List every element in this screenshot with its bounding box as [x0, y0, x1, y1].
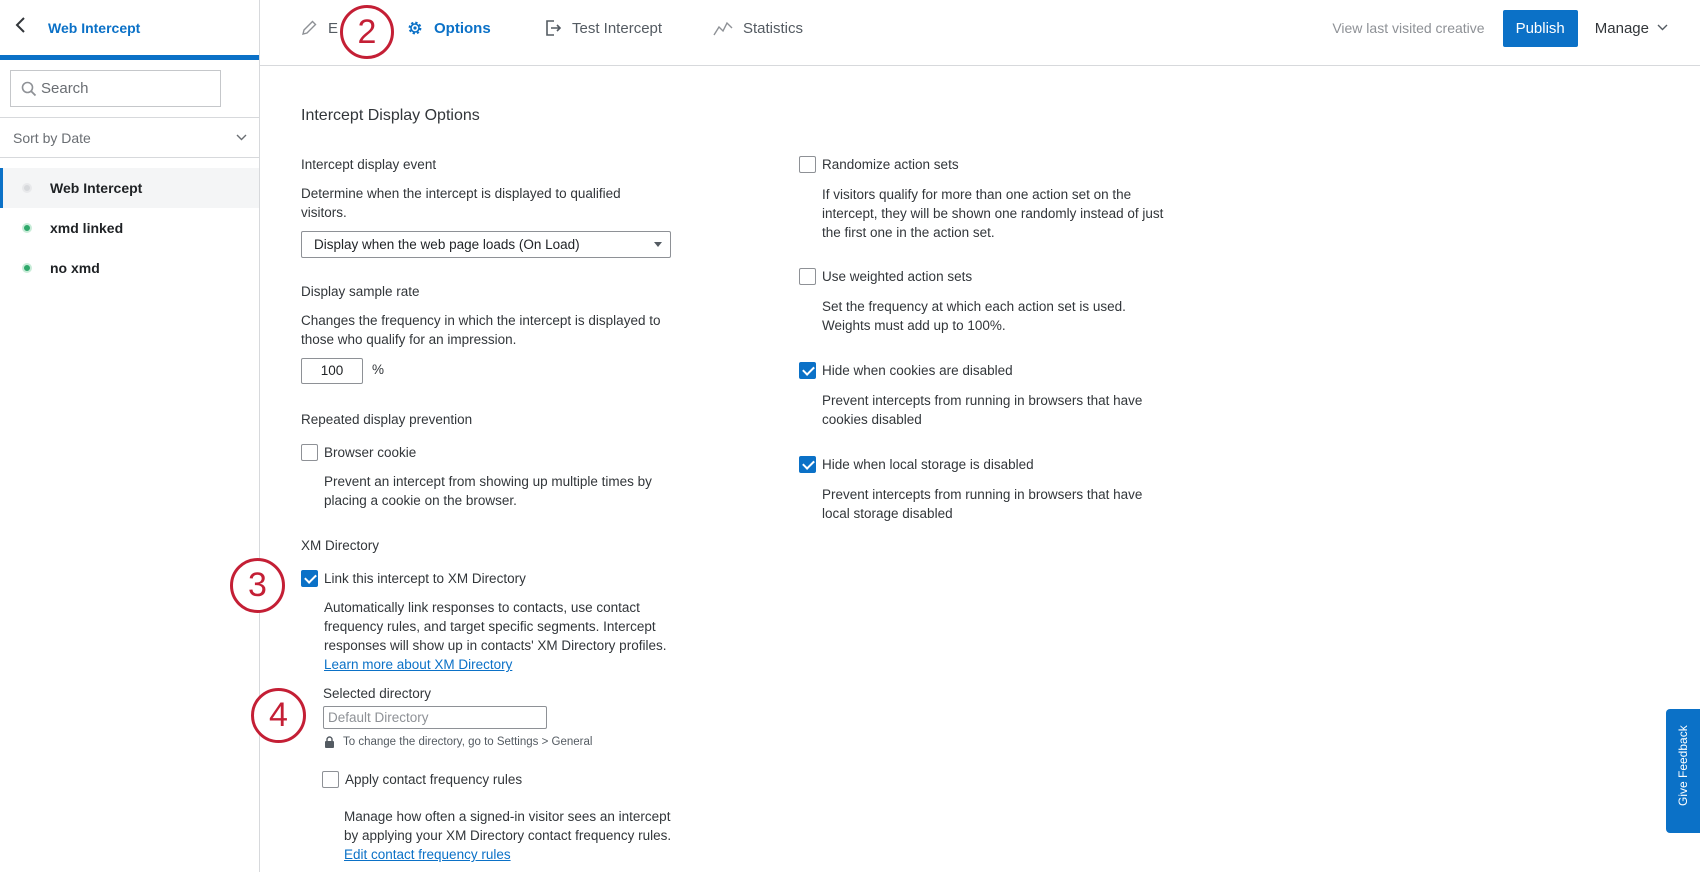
chevron-down-icon	[236, 132, 247, 144]
tab-options[interactable]	[406, 19, 491, 37]
list-item[interactable]	[0, 248, 259, 288]
browser-cookie-checkbox[interactable]	[301, 444, 318, 461]
sort-dropdown[interactable]	[0, 118, 259, 158]
hide-storage-desc-1: Prevent intercepts from running in browsers that have	[822, 487, 1143, 502]
lock-icon	[324, 736, 335, 748]
project-title[interactable]: Web Intercept	[48, 19, 141, 36]
chevron-down-icon	[1657, 22, 1668, 34]
tab-options-label: Options	[434, 19, 491, 37]
tab-edit[interactable]	[300, 19, 338, 37]
sidebar	[0, 0, 260, 872]
frequency-rules-label: Apply contact frequency rules	[345, 772, 523, 787]
display-event-label: Intercept display event	[301, 157, 437, 172]
edit-frequency-rules-link[interactable]: Edit contact frequency rules	[344, 847, 511, 862]
xm-directory-desc-1: Automatically link responses to contacts, use contact	[324, 600, 640, 615]
caret-down-icon	[654, 242, 662, 247]
manage-label: Manage	[1594, 19, 1649, 37]
sample-rate-desc-1: Changes the frequency in which the intercept is displayed to	[301, 313, 661, 328]
step-marker-4: 4	[251, 688, 306, 743]
pencil-icon	[300, 19, 318, 37]
tab-test-intercept-label: Test Intercept	[572, 19, 663, 37]
hide-storage-desc-2: local storage disabled	[822, 506, 953, 521]
manage-menu[interactable]	[1595, 20, 1668, 37]
search-icon	[21, 81, 37, 97]
weighted-desc-2: Weights must add up to 100%.	[822, 318, 1006, 333]
view-last-creative-link[interactable]: View last visited creative	[1332, 20, 1485, 36]
weighted-checkbox[interactable]	[799, 268, 816, 285]
list-item[interactable]	[0, 168, 259, 208]
directory-input[interactable]: Default Directory	[323, 706, 547, 729]
link-xm-directory-label: Link this intercept to XM Directory	[324, 571, 526, 586]
chevron-left-icon[interactable]	[14, 16, 40, 40]
give-feedback-label: Give Feedback	[1676, 725, 1690, 806]
randomize-checkbox[interactable]	[799, 156, 816, 173]
browser-cookie-desc-1: Prevent an intercept from showing up multiple times by	[324, 474, 652, 489]
randomize-desc-2: intercept, they will be shown one randomly instead of just	[822, 206, 1164, 221]
frequency-rules-checkbox[interactable]	[322, 771, 339, 788]
learn-more-link[interactable]: Learn more about XM Directory	[324, 657, 513, 672]
step-marker-3: 3	[230, 558, 285, 613]
step-marker-2: 2	[340, 5, 394, 59]
xm-directory-desc-3: responses will show up in contacts' XM Directory profiles.	[324, 638, 667, 653]
hide-cookies-checkbox[interactable]	[799, 362, 816, 379]
gear-icon	[406, 19, 424, 37]
sort-label: Sort by Date	[13, 129, 91, 146]
chart-line-icon	[713, 19, 733, 37]
hide-storage-label: Hide when local storage is disabled	[822, 457, 1034, 472]
hide-cookies-desc-2: cookies disabled	[822, 412, 922, 427]
tab-test-intercept[interactable]	[544, 19, 662, 37]
list-item-label: no xmd	[50, 260, 100, 276]
frequency-rules-desc-2: by applying your XM Directory contact frequency rules.	[344, 828, 672, 843]
weighted-desc-1: Set the frequency at which each action set is used.	[822, 299, 1126, 314]
sidebar-header	[0, 0, 259, 60]
search-box[interactable]	[10, 70, 221, 107]
sample-rate-desc-2: those who qualify for an impression.	[301, 332, 517, 347]
status-dot-icon	[22, 263, 32, 273]
randomize-desc-1: If visitors qualify for more than one action set on the	[822, 187, 1132, 202]
frequency-rules-desc-1: Manage how often a signed-in visitor sees an intercept	[344, 809, 671, 824]
change-directory-note	[324, 736, 592, 748]
display-event-value: Display when the web page loads (On Load)	[314, 237, 580, 252]
hide-cookies-desc-1: Prevent intercepts from running in browsers that have	[822, 393, 1143, 408]
xm-directory-label: XM Directory	[301, 538, 380, 553]
randomize-label: Randomize action sets	[822, 157, 959, 172]
intercept-list	[0, 168, 259, 288]
search-input[interactable]	[41, 80, 211, 97]
tab-edit-label: E	[328, 19, 339, 37]
list-item-label: Web Intercept	[50, 180, 143, 196]
link-xm-directory-checkbox[interactable]	[301, 570, 318, 587]
publish-button[interactable]: Publish	[1503, 10, 1578, 47]
browser-cookie-desc-2: placing a cookie on the browser.	[324, 493, 517, 508]
sample-rate-input[interactable]: 100	[301, 358, 363, 384]
change-directory-text: To change the directory, go to Settings > General	[343, 736, 593, 748]
search-wrap	[0, 60, 259, 118]
xm-directory-desc-2: frequency rules, and target specific segments. Intercept	[324, 619, 656, 634]
display-event-desc-2: visitors.	[301, 205, 347, 220]
selected-directory-label: Selected directory	[323, 686, 432, 701]
hide-storage-checkbox[interactable]	[799, 456, 816, 473]
display-event-desc-1: Determine when the intercept is displayed to qualified	[301, 186, 621, 201]
weighted-label: Use weighted action sets	[822, 269, 973, 284]
randomize-desc-3: the first one in the action set.	[822, 225, 995, 240]
tab-statistics[interactable]	[713, 19, 803, 37]
exit-icon	[544, 19, 562, 37]
sample-rate-unit: %	[372, 362, 385, 377]
give-feedback-button[interactable]	[1666, 709, 1700, 833]
browser-cookie-label: Browser cookie	[324, 445, 417, 460]
tab-statistics-label: Statistics	[743, 19, 804, 37]
top-actions	[1332, 10, 1700, 46]
sample-rate-label: Display sample rate	[301, 284, 420, 299]
top-navigation	[260, 0, 1700, 66]
hide-cookies-label: Hide when cookies are disabled	[822, 363, 1013, 378]
page-title: Intercept Display Options	[301, 107, 480, 124]
display-event-select[interactable]	[301, 231, 671, 258]
status-dot-icon	[22, 183, 32, 193]
list-item-label: xmd linked	[50, 220, 124, 236]
status-dot-icon	[22, 223, 32, 233]
list-item[interactable]	[0, 208, 259, 248]
repeat-prevention-label: Repeated display prevention	[301, 412, 473, 427]
